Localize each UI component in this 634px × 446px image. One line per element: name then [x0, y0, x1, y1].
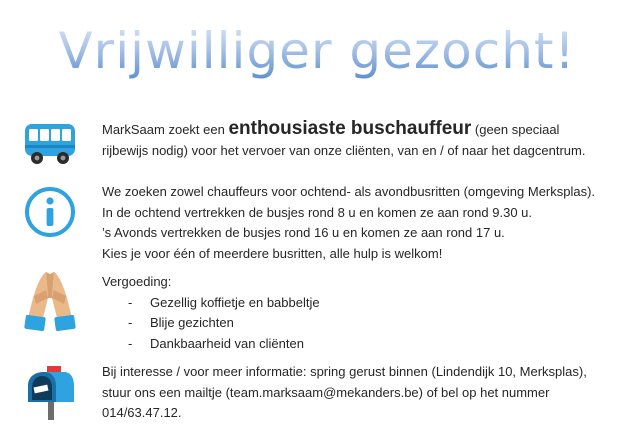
info-icon: [24, 186, 76, 238]
reward-list: [102, 293, 627, 355]
contact-line: stuur ons een mailtje (team.marksaam@mekanders.be) of bel op het nummer: [102, 384, 550, 400]
list-item: [102, 334, 627, 355]
page-title: Vrijwilliger gezocht!: [0, 22, 634, 80]
reward-text: [102, 272, 627, 354]
bus-icon: [24, 118, 76, 170]
info-line: ’s Avonds vertrekken de busjes rond 16 u en komen ze aan rond 17 u.: [102, 225, 505, 240]
info-line: Kies je voor één of meerdere busritten, alle hulp is welkom!: [102, 245, 443, 261]
list-bullet: -: [128, 335, 133, 351]
contact-line: 014/63.47.12.: [102, 405, 182, 420]
bus-highlight: enthousiaste buschauffeur: [228, 118, 472, 139]
info-text: [102, 182, 627, 264]
bus-line-1: [102, 118, 627, 141]
contact-line: Bij interesse / voor meer informatie: spring gerust binnen (Lindendijk 10, Merksplas),: [102, 364, 587, 379]
list-item: [102, 293, 627, 314]
list-item-label: Gezellig koffietje en babbeltje: [150, 294, 320, 310]
bus-intro: MarkSaam zoekt een: [102, 122, 229, 137]
contact-text: [102, 362, 627, 424]
info-line: In de ochtend vertrekken de busjes rond 8 u en komen ze aan rond 9.30 u.: [102, 204, 533, 220]
bus-line-2: rijbewijs nodig) voor het vervoer van onze cliënten, van en / of naar het dagcentrum.: [102, 143, 586, 158]
info-line: We zoeken zowel chauffeurs voor ochtend- als avondbusritten (omgeving Merksplas).: [102, 184, 596, 199]
list-item-label: Blije gezichten: [150, 315, 234, 330]
list-item-label: Dankbaarheid van cliënten: [150, 335, 304, 351]
list-bullet: -: [128, 294, 133, 310]
bus-after-highlight: (geen speciaal: [471, 122, 560, 137]
reward-heading: Vergoeding:: [102, 274, 172, 289]
list-bullet: -: [128, 315, 133, 330]
folded-hands-icon: [24, 268, 76, 332]
bus-text: [102, 118, 627, 162]
mailbox-icon: [24, 364, 76, 422]
list-item: [102, 313, 627, 334]
